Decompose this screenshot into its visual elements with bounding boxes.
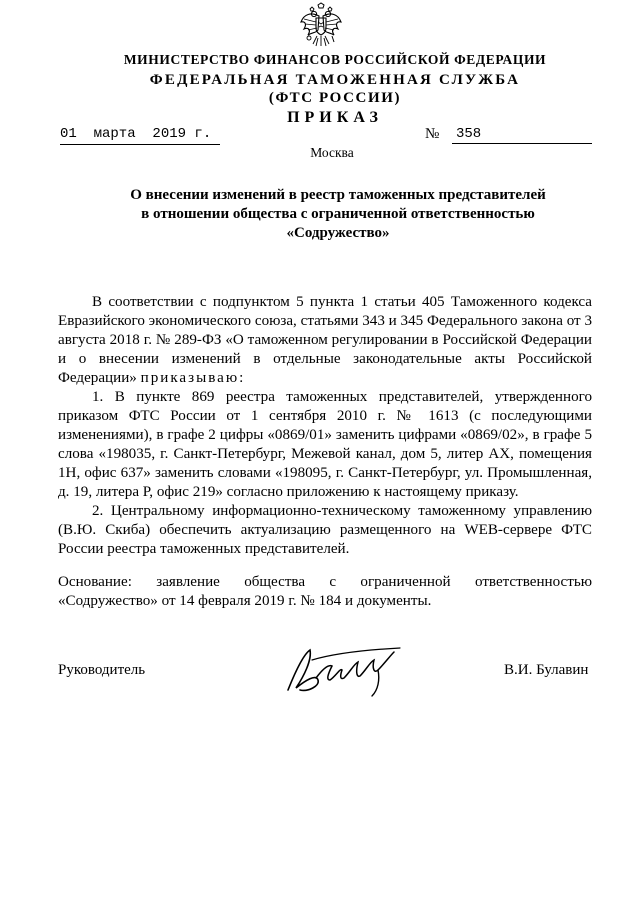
order-word: приказываю: [140, 370, 246, 386]
preamble-paragraph [58, 293, 592, 388]
coat-of-arms-emblem-icon [299, 2, 343, 48]
document-type: ПРИКАЗ [287, 109, 383, 126]
handwritten-signature [282, 640, 412, 700]
signatory-name: В.И. Булавин [504, 662, 589, 678]
order-title-line: «Содружество» [286, 225, 390, 241]
order-title-line: в отношении общества с ограниченной ответственностью [141, 206, 535, 222]
order-body [58, 293, 592, 559]
basis-paragraph: Основание: заявление общества с ограниченной ответственностью «Содружество» от 14 февраля 2019 г. № 184 и документы. [58, 574, 592, 609]
item-2-paragraph: 2. Центральному информационно-техническому таможенному управлению (В.Ю. Скиба) обеспечить актуализацию размещенного на WEB-сервере ФТС России реестра таможенных представителей. [58, 503, 592, 557]
order-title-line: О внесении изменений в реестр таможенных представителей [130, 187, 546, 203]
number-sign: № [425, 126, 440, 142]
preamble-text: В соответствии с подпунктом 5 пункта 1 статьи 405 Таможенного кодекса Евразийского экономического союза, статьями 343 и 345 Федерального закона от 3 августа 2018 г. № 289-ФЗ «О таможенном регулировании в Российской Федерации и о внесении изменений в отдельные законодательные акты Российской Федерации» [58, 294, 592, 386]
ministry-name: МИНИСТЕРСТВО ФИНАНСОВ РОССИЙСКОЙ ФЕДЕРАЦИИ [123, 52, 547, 67]
service-abbreviation: (ФТС РОССИИ) [268, 90, 402, 106]
order-date: 01 марта 2019 г. [60, 126, 220, 145]
item-1-paragraph: 1. В пункте 869 реестра таможенных представителей, утвержденного приказом ФТС России от 1 сентября 2010 г. № 1613 (с последующими изменениями), в графе 2 цифры «0869/01» заменить цифрами «0869/02», в графе 5 слова «198035, г. Санкт-Петербург, Межевой канал, дом 5, литер АХ, помещения 1Н, офис 637» заменить словами «198095, г. Санкт-Петербург, ул. Промышленная, д. 19, литера Р, офис 219» согласно приложению к настоящему приказу. [58, 389, 592, 500]
signatory-role: Руководитель [58, 662, 146, 678]
issue-city: Москва [310, 145, 354, 160]
order-number: 358 [452, 126, 592, 144]
order-title [0, 186, 640, 243]
service-name: ФЕДЕРАЛЬНАЯ ТАМОЖЕННАЯ СЛУЖБА [149, 72, 521, 88]
